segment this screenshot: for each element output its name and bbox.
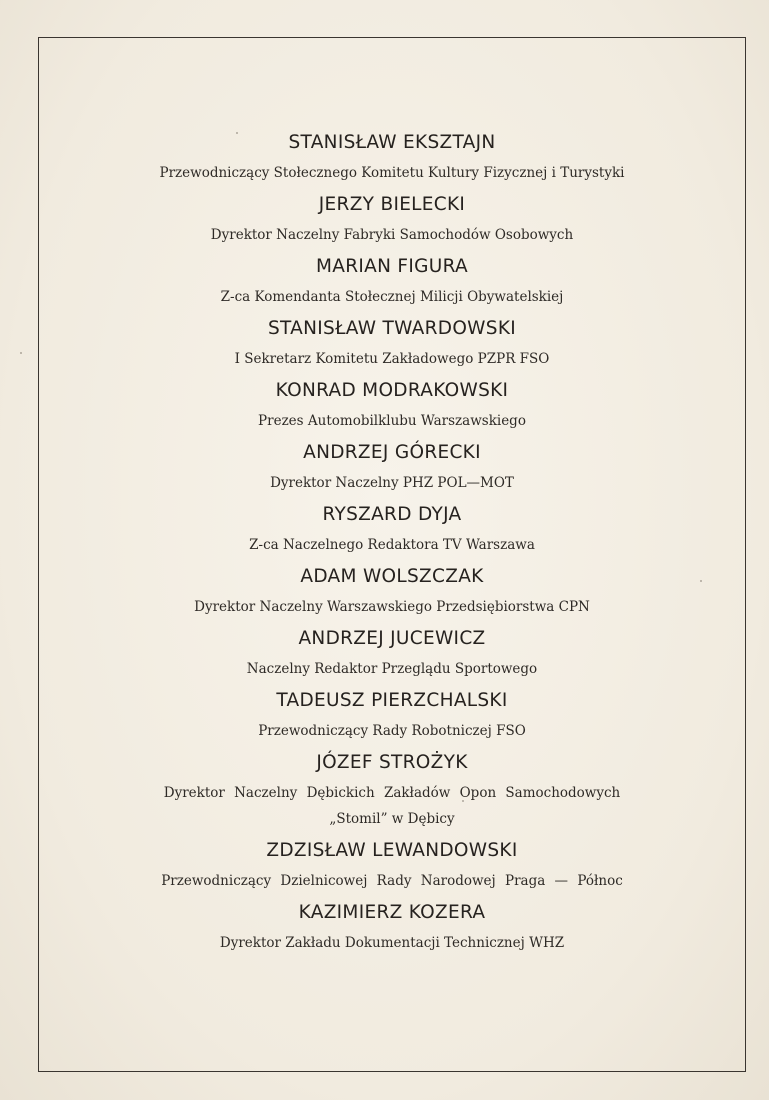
- committee-entry: [38, 840, 746, 890]
- committee-entry: [38, 504, 746, 554]
- committee-entry: [38, 380, 746, 430]
- member-title: Dyrektor Naczelny PHZ POL—MOT: [270, 475, 514, 491]
- member-title: I Sekretarz Komitetu Zakładowego PZPR FSO: [234, 351, 550, 367]
- committee-entry: [38, 256, 746, 306]
- member-title: Naczelny Redaktor Przeglądu Sportowego: [246, 661, 538, 677]
- committee-entry: [38, 194, 746, 244]
- committee-entry: [38, 132, 746, 182]
- member-name: STANISŁAW TWARDOWSKI: [267, 318, 517, 339]
- member-name: ZDZISŁAW LEWANDOWSKI: [266, 840, 518, 861]
- committee-entry: [38, 318, 746, 368]
- member-name: JÓZEF STROŻYK: [316, 752, 468, 773]
- member-title: Dyrektor Zakładu Dokumentacji Technicznej WHZ: [219, 935, 565, 951]
- member-name: JERZY BIELECKI: [318, 194, 466, 215]
- member-name: KAZIMIERZ KOZERA: [298, 902, 486, 923]
- member-title-continuation: „Stomil” w Dębicy: [329, 811, 455, 827]
- member-title: Prezes Automobilklubu Warszawskiego: [258, 413, 526, 429]
- member-title: Dyrektor Naczelny Warszawskiego Przedsiębiorstwa CPN: [194, 599, 590, 615]
- committee-entry: [38, 690, 746, 740]
- member-name: ANDRZEJ GÓRECKI: [303, 442, 481, 463]
- member-name: KONRAD MODRAKOWSKI: [275, 380, 509, 401]
- member-title: Dyrektor Naczelny Dębickich Zakładów Opon Samochodowych: [163, 785, 621, 801]
- member-title: Z-ca Naczelnego Redaktora TV Warszawa: [249, 537, 535, 553]
- member-title: Z-ca Komendanta Stołecznej Milicji Obywatelskiej: [220, 289, 564, 305]
- paper-speck: [20, 352, 22, 354]
- member-name: TADEUSZ PIERZCHALSKI: [276, 690, 508, 711]
- member-title: Przewodniczący Rady Robotniczej FSO: [258, 723, 526, 739]
- committee-entry: [38, 628, 746, 678]
- member-title: Przewodniczący Dzielnicowej Rady Narodowej Praga — Północ: [161, 873, 623, 889]
- committee-list: [38, 120, 746, 952]
- member-title: Przewodniczący Stołecznego Komitetu Kultury Fizycznej i Turystyki: [159, 165, 625, 181]
- committee-entry: [38, 566, 746, 616]
- committee-entry: [38, 442, 746, 492]
- member-name: STANISŁAW EKSZTAJN: [288, 132, 496, 153]
- member-name: MARIAN FIGURA: [316, 256, 468, 277]
- committee-entry: [38, 902, 746, 952]
- member-title: Dyrektor Naczelny Fabryki Samochodów Osobowych: [210, 227, 574, 243]
- committee-entry: [38, 752, 746, 828]
- member-name: RYSZARD DYJA: [322, 504, 462, 525]
- member-name: ANDRZEJ JUCEWICZ: [298, 628, 486, 649]
- member-name: ADAM WOLSZCZAK: [300, 566, 484, 587]
